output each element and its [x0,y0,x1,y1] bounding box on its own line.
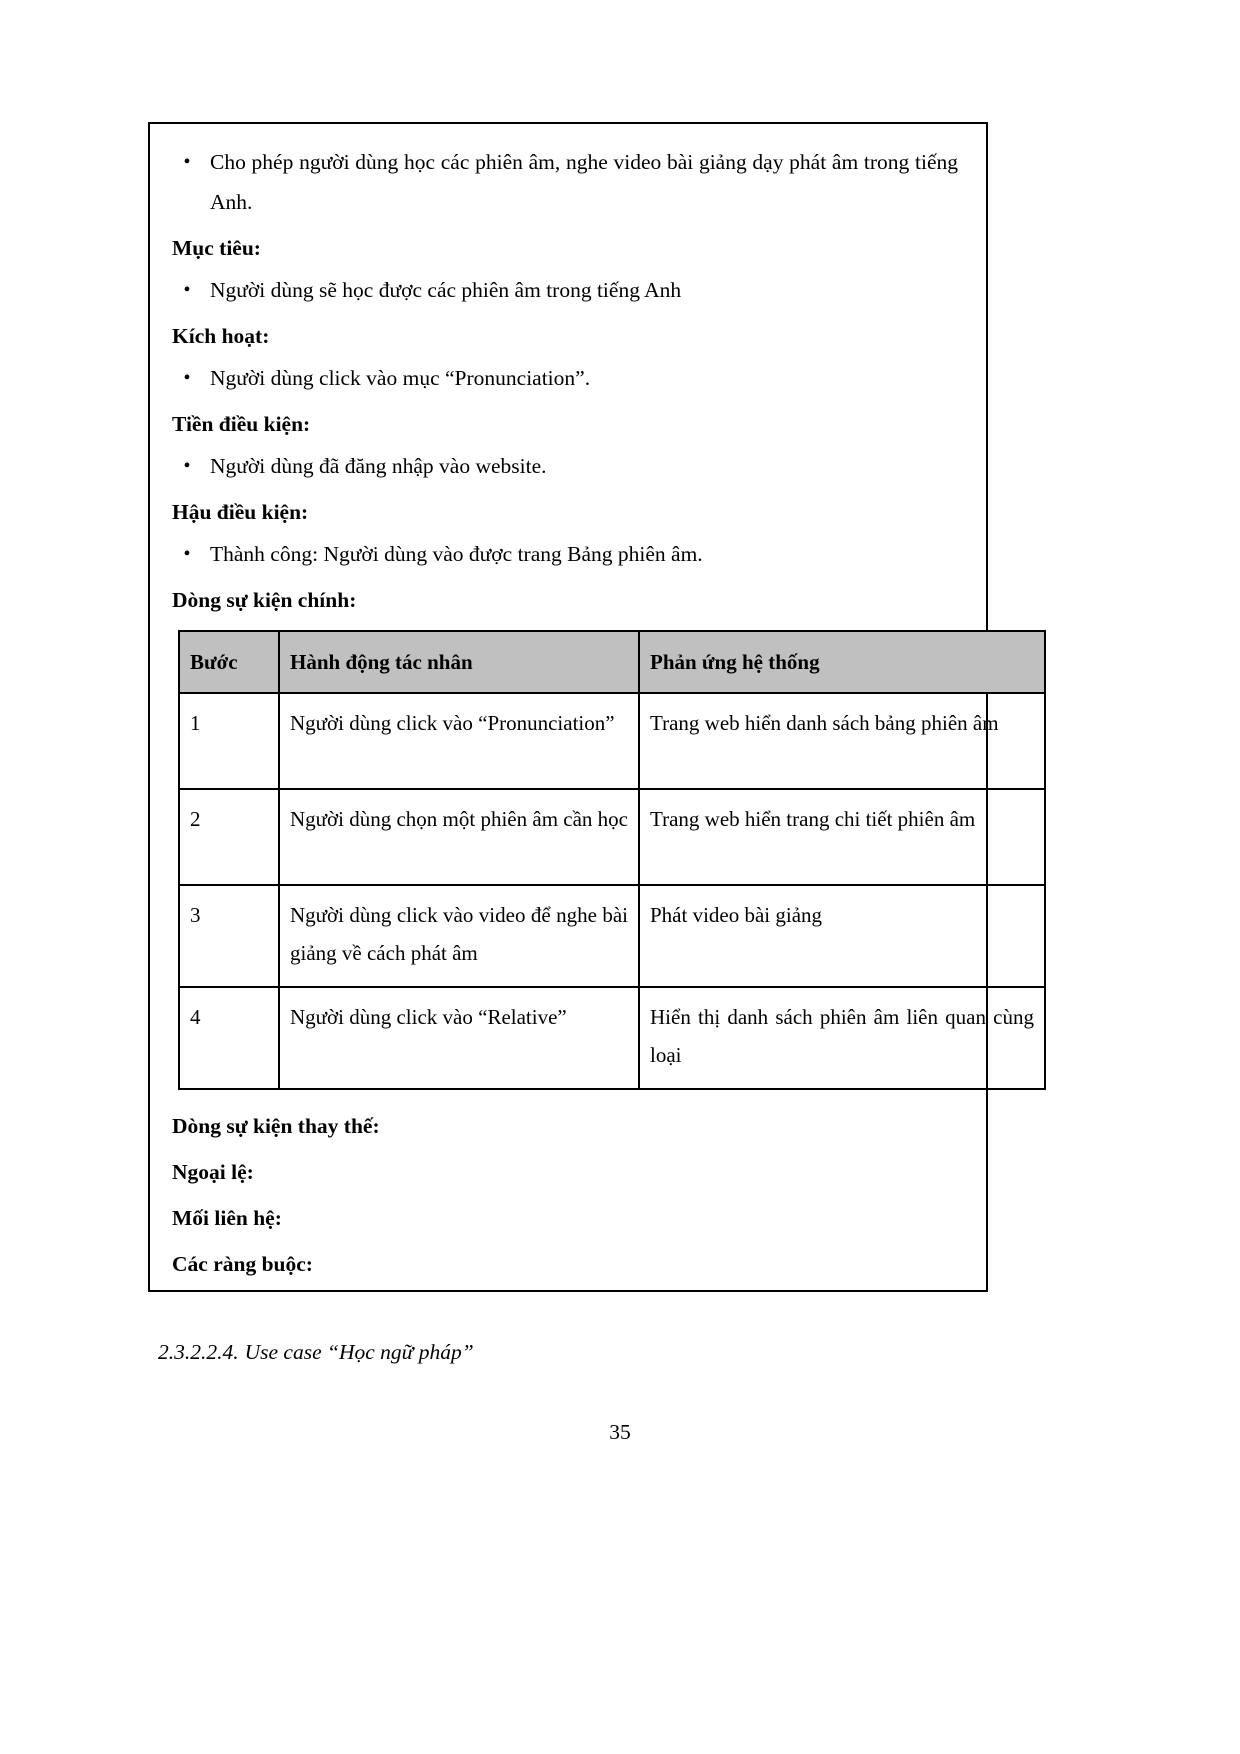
bullet-icon: • [183,279,191,301]
table-cell-step: 4 [179,987,279,1089]
section-heading-ngoai-le: Ngoại lệ: [172,1160,254,1184]
table-row [179,789,1045,885]
section-heading-dong-su-kien-thay-the: Dòng sự kiện thay thế: [172,1114,380,1138]
table-header-phan-ung-he-thong: Phản ứng hệ thống [639,631,1045,693]
table-cell-step: 2 [179,789,279,885]
table-cell-system-response: Trang web hiển danh sách bảng phiên âm [639,693,1045,789]
list-item [164,358,964,398]
section-bullet-text: Người dùng click vào mục “Pronunciation”. [210,366,591,390]
section-heading-moi-lien-he: Mối liên hệ: [172,1206,282,1230]
bullet-icon: • [183,367,191,389]
bullet-icon: • [183,151,191,173]
table-cell-actor-action: Người dùng click vào “Pronunciation” [279,693,639,789]
section-heading-dong-su-kien-chinh: Dòng sự kiện chính: [172,588,357,612]
table-header-hanh-dong-tac-nhan: Hành động tác nhân [279,631,639,693]
intro-bullet-text: Cho phép người dùng học các phiên âm, nghe video bài giảng dạy phát âm trong tiếng Anh. [210,150,958,214]
list-item [164,142,964,222]
table-cell-system-response: Phát video bài giảng [639,885,1045,987]
section-bullet-text: Người dùng đã đăng nhập vào website. [210,454,547,478]
list-item [164,534,964,574]
list-item [164,446,964,486]
bullet-icon: • [183,455,191,477]
section-bullet-text: Thành công: Người dùng vào được trang Bảng phiên âm. [210,542,703,566]
table-header-buoc: Bước [179,631,279,693]
bullet-icon: • [183,543,191,565]
main-flow-table [178,630,1046,1090]
section-heading-kich-hoat: Kích hoạt: [172,324,270,348]
section-heading-muc-tieu: Mục tiêu: [172,236,261,260]
table-cell-step: 3 [179,885,279,987]
table-header-row [179,631,1045,693]
section-heading-tien-dieu-kien: Tiền điều kiện: [172,412,311,436]
subsection-heading [158,1340,474,1365]
table-cell-actor-action: Người dùng click vào video để nghe bài giảng về cách phát âm [279,885,639,987]
table-cell-actor-action: Người dùng click vào “Relative” [279,987,639,1089]
section-heading-hau-dieu-kien: Hậu điều kiện: [172,500,309,524]
table-cell-system-response: Trang web hiển trang chi tiết phiên âm [639,789,1045,885]
list-item [164,270,964,310]
table-cell-system-response: Hiển thị danh sách phiên âm liên quan cùng loại [639,987,1045,1089]
subsection-number: 2.3.2.2.4. [158,1340,239,1364]
table-cell-actor-action: Người dùng chọn một phiên âm cần học [279,789,639,885]
use-case-content-box [148,122,1034,1292]
subsection-title: Use case “Học ngữ pháp” [244,1340,474,1364]
table-row [179,885,1045,987]
table-row [179,693,1045,789]
section-heading-cac-rang-buoc: Các ràng buộc: [172,1252,313,1276]
page-number: 35 [609,1420,631,1444]
table-cell-step: 1 [179,693,279,789]
table-row [179,987,1045,1089]
section-bullet-text: Người dùng sẽ học được các phiên âm trong tiếng Anh [210,278,682,302]
